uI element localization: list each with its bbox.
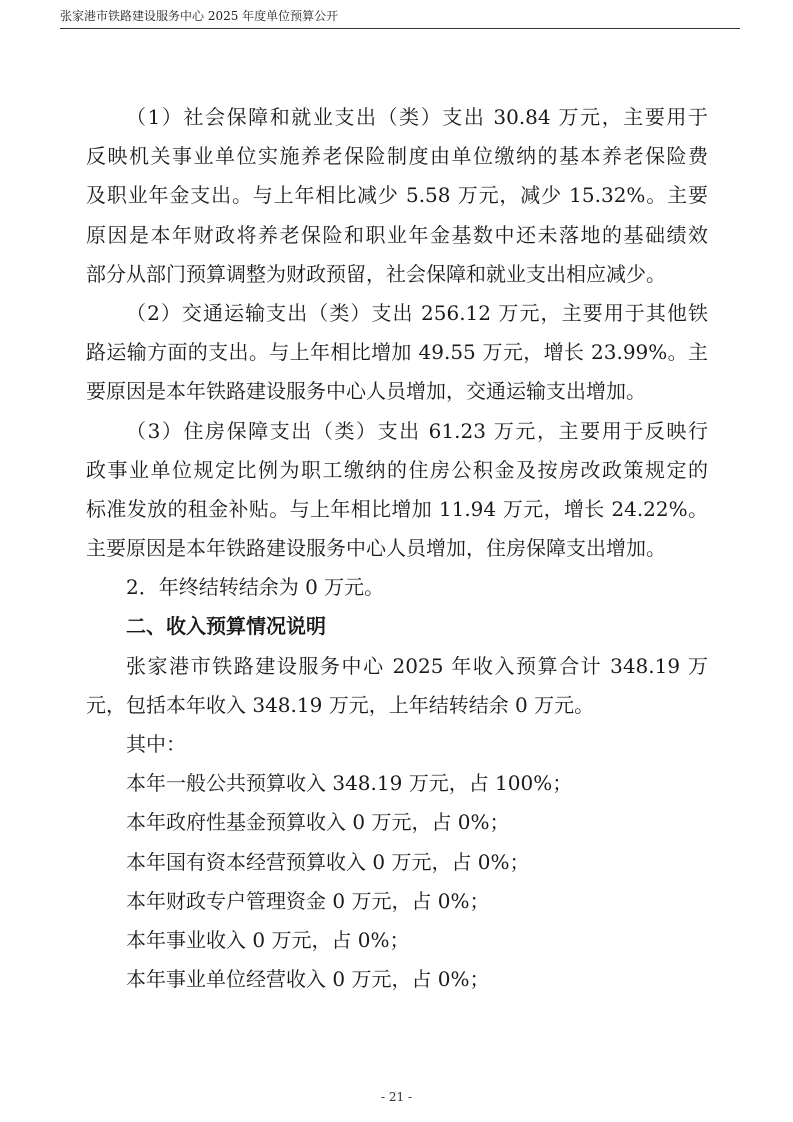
text-line: 本年事业单位经营收入 0 万元，占 0%；	[126, 967, 490, 992]
text-line: （2）交通运输支出（类）支出 256.12 万元，主要用于其他铁	[126, 300, 708, 325]
text-line: 部分从部门预算调整为财政预留，社会保障和就业支出相应减少。	[86, 261, 666, 286]
page-header: 张家港市铁路建设服务中心 2025 年度单位预算公开	[60, 8, 740, 29]
paragraph	[86, 921, 708, 960]
paragraph	[86, 960, 708, 999]
text-line: 及职业年金支出。与上年相比减少 5.58 万元，减少 15.32%。主要	[86, 183, 708, 208]
text-line: 2．年终结转结余为 0 万元。	[126, 575, 385, 600]
text-line: 本年政府性基金预算收入 0 万元，占 0%；	[126, 810, 510, 835]
text-line: （3）住房保障支出（类）支出 61.23 万元，主要用于反映行	[126, 418, 708, 443]
text-line: 政事业单位规定比例为职工缴纳的住房公积金及按房改政策规定的	[86, 457, 708, 482]
text-line: 原因是本年财政将养老保险和职业年金基数中还未落地的基础绩效	[86, 222, 708, 247]
paragraph	[86, 803, 708, 842]
text-line: 要原因是本年铁路建设服务中心人员增加，交通运输支出增加。	[86, 379, 646, 404]
text-line: 路运输方面的支出。与上年相比增加 49.55 万元，增长 23.99%。主	[86, 340, 708, 365]
text-line: 张家港市铁路建设服务中心 2025 年收入预算合计 348.19 万	[126, 653, 708, 678]
text-line: （1）社会保障和就业支出（类）支出 30.84 万元，主要用于	[126, 105, 708, 129]
paragraph	[86, 843, 708, 882]
text-line: 本年国有资本经营预算收入 0 万元，占 0%；	[126, 849, 530, 874]
paragraph	[86, 725, 708, 764]
paragraph	[86, 764, 708, 803]
text-line: 主要原因是本年铁路建设服务中心人员增加，住房保障支出增加。	[86, 536, 666, 561]
section-heading	[86, 607, 708, 646]
text-line: 本年财政专户管理资金 0 万元，占 0%；	[126, 888, 490, 913]
text-line: 反映机关事业单位实施养老保险制度由单位缴纳的基本养老保险费	[86, 144, 708, 169]
page-number: - 21 -	[380, 1090, 412, 1104]
paragraph	[86, 294, 708, 412]
paragraph	[86, 98, 708, 294]
text-line: 标准发放的租金补贴。与上年相比增加 11.94 万元，增长 24.22%。	[86, 496, 708, 521]
text-line: 其中：	[126, 732, 186, 756]
text-line: 本年事业收入 0 万元，占 0%；	[126, 927, 410, 952]
paragraph	[86, 568, 708, 607]
text-line: 二、收入预算情况说明	[126, 614, 326, 639]
text-line: 本年一般公共预算收入 348.19 万元，占 100%；	[126, 771, 573, 796]
text-line: 元，包括本年收入 348.19 万元，上年结转结余 0 万元。	[86, 692, 595, 717]
document-body	[86, 98, 708, 999]
paragraph	[86, 647, 708, 725]
paragraph	[86, 412, 708, 569]
paragraph	[86, 882, 708, 921]
